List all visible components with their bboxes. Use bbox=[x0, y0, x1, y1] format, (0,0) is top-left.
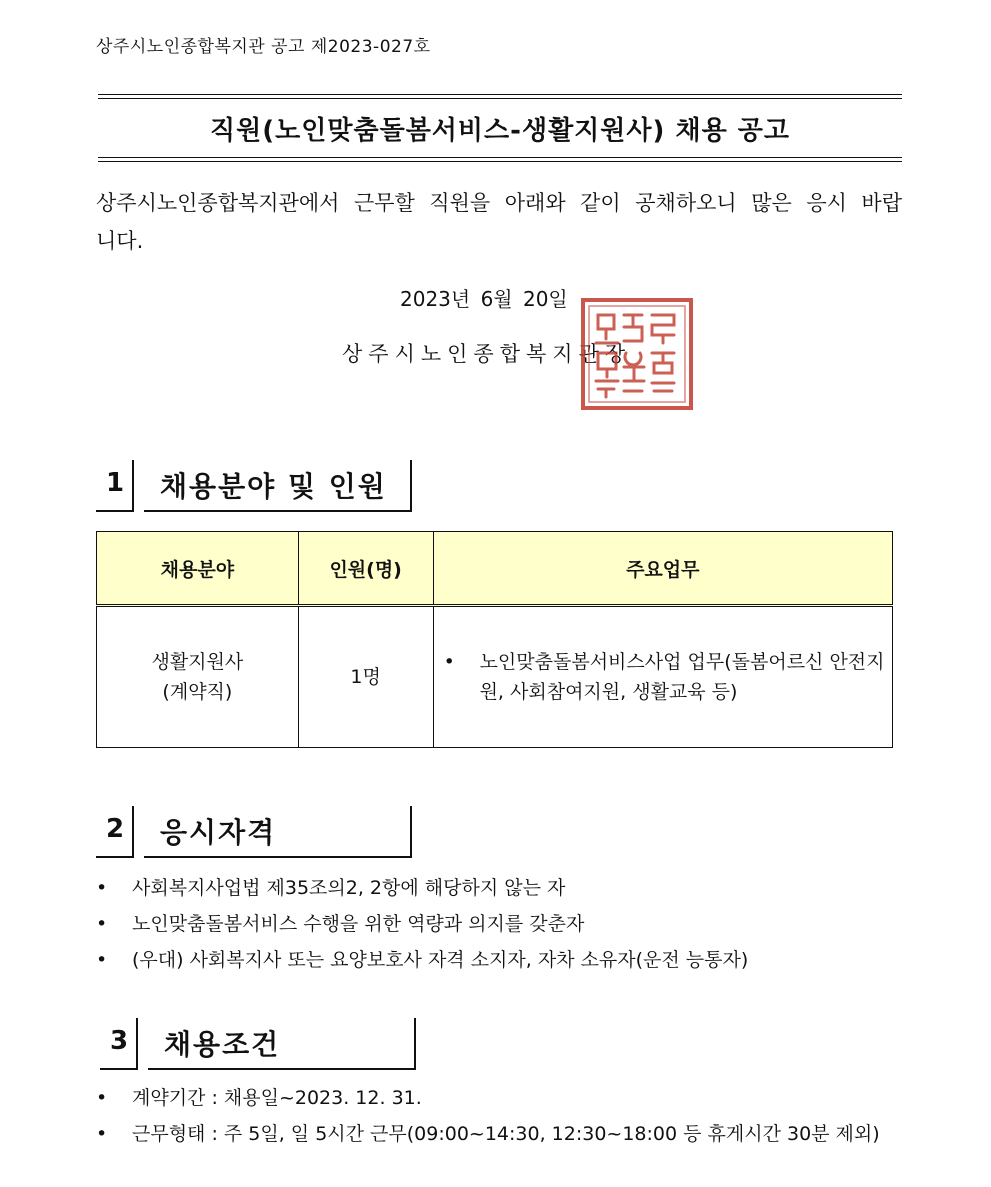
notice-date: 2023년 6월 20일 bbox=[400, 287, 568, 311]
list-item: • 사회복지사업법 제35조의2, 2항에 해당하지 않는 자 bbox=[96, 870, 896, 906]
list-item: • (우대) 사회복지사 또는 요양보호사 자격 소지자, 자차 소유자(운전 능통자) bbox=[96, 942, 896, 978]
header-field: 채용분야 bbox=[97, 532, 299, 606]
bullet-icon: • bbox=[96, 1123, 108, 1145]
section-2-title: 응시자격 bbox=[160, 816, 277, 849]
title-rule-top-2 bbox=[98, 98, 902, 99]
bullet-icon: • bbox=[96, 949, 108, 971]
section-3-number: 3 bbox=[110, 1026, 129, 1056]
table-header-row bbox=[97, 532, 893, 606]
section-3-title: 채용조건 bbox=[164, 1028, 281, 1061]
table-row bbox=[97, 606, 893, 748]
header-duty: 주요업무 bbox=[433, 532, 892, 606]
title-rule-bottom-2 bbox=[98, 161, 902, 162]
bullet-icon: • bbox=[443, 651, 455, 673]
title-rule-top-1 bbox=[98, 94, 902, 95]
conditions-list bbox=[96, 1080, 888, 1152]
page-title: 직원(노인맞춤돌봄서비스-생활지원사) 채용 공고 bbox=[210, 116, 790, 146]
cell-duty bbox=[433, 606, 892, 748]
notice-number: 상주시노인종합복지관 공고 제2023-027호 bbox=[96, 37, 431, 57]
official-seal-icon bbox=[580, 297, 694, 411]
issuer-name: 상주시노인종합복지관장 bbox=[342, 342, 632, 366]
duty-text: 노인맞춤돌봄서비스사업 업무(돌봄어르신 안전지원, 사회참여지원, 생활교육 등) bbox=[479, 651, 885, 703]
hiring-table bbox=[96, 531, 893, 748]
list-item: • 계약기간 : 채용일~2023. 12. 31. bbox=[96, 1080, 888, 1116]
intro-text: 상주시노인종합복지관에서 근무할 직원을 아래와 같이 공채하오니 많은 응시 바랍니다. bbox=[96, 191, 902, 253]
section-1-number: 1 bbox=[106, 468, 125, 498]
list-item: • 근무형태 : 주 5일, 일 5시간 근무(09:00~14:30, 12:30~18:00 등 휴게시간 30분 제외) bbox=[96, 1116, 888, 1152]
title-rule-bottom-1 bbox=[98, 157, 902, 158]
field-type: (계약직) bbox=[162, 681, 233, 703]
qualification-list bbox=[96, 870, 896, 978]
section-2-number: 2 bbox=[106, 814, 125, 844]
cell-count: 1명 bbox=[298, 606, 433, 748]
list-item: • 노인맞춤돌봄서비스 수행을 위한 역량과 의지를 갖춘자 bbox=[96, 906, 896, 942]
bullet-icon: • bbox=[96, 1087, 108, 1109]
cell-field bbox=[97, 606, 299, 748]
header-count: 인원(명) bbox=[298, 532, 433, 606]
field-name: 생활지원사 bbox=[151, 651, 244, 673]
section-1-title: 채용분야 및 인원 bbox=[160, 470, 387, 503]
bullet-icon: • bbox=[96, 877, 108, 899]
bullet-icon: • bbox=[96, 913, 108, 935]
